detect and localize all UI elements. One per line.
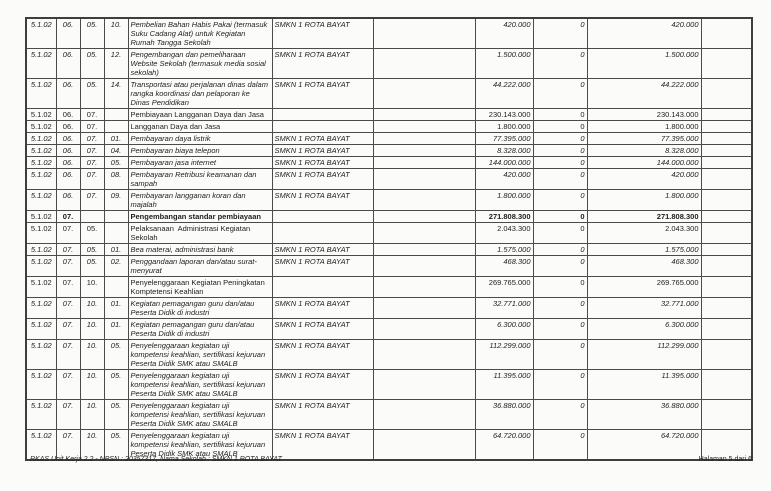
description-cell: Penyelenggaraan kegiatan uji kompetensi keahlian, sertifikasi kejuruan Peserta Didik SMK atau SMALB — [128, 430, 272, 461]
level2-code-cell: 05. — [80, 244, 104, 256]
account-code-cell: 5.1.02 — [26, 49, 56, 79]
spacer-cell — [701, 133, 752, 145]
level1-code-cell: 06. — [56, 133, 80, 145]
school-name-cell: SMKN 1 ROTA BAYAT — [272, 340, 373, 370]
amount-col1-cell: 2.043.300 — [475, 223, 533, 244]
spacer-cell — [701, 79, 752, 109]
level1-code-cell: 06. — [56, 49, 80, 79]
level3-code-cell — [104, 223, 128, 244]
amount-col1-cell: 271.808.300 — [475, 211, 533, 223]
spacer-cell — [701, 256, 752, 277]
amount-col2-cell: 0 — [533, 109, 587, 121]
amount-col3-cell: 1.500.000 — [587, 49, 701, 79]
level2-code-cell: 05. — [80, 49, 104, 79]
school-name-cell: SMKN 1 ROTA BAYAT — [272, 18, 373, 49]
account-code-cell: 5.1.02 — [26, 400, 56, 430]
spacer-cell — [701, 211, 752, 223]
level2-code-cell: 10. — [80, 319, 104, 340]
school-name-cell: SMKN 1 ROTA BAYAT — [272, 244, 373, 256]
spacer-cell — [701, 49, 752, 79]
description-cell: Pembayaran daya listrik — [128, 133, 272, 145]
level2-code-cell — [80, 211, 104, 223]
spacer-cell — [373, 400, 475, 430]
amount-col1-cell: 6.300.000 — [475, 319, 533, 340]
footer-document-info: RKAS Unit Kerja 2.2 - NPSN : 20357317, Nama Sekolah : SMKN 1 ROTA BAYAT — [30, 456, 282, 463]
table-row — [26, 400, 752, 430]
spacer-cell — [373, 244, 475, 256]
account-code-cell: 5.1.02 — [26, 190, 56, 211]
table-row — [26, 256, 752, 277]
level3-code-cell: 01. — [104, 133, 128, 145]
amount-col2-cell: 0 — [533, 256, 587, 277]
level1-code-cell: 07. — [56, 430, 80, 461]
level2-code-cell: 07. — [80, 169, 104, 190]
amount-col1-cell: 1.500.000 — [475, 49, 533, 79]
level1-code-cell: 07. — [56, 277, 80, 298]
amount-col3-cell: 269.765.000 — [587, 277, 701, 298]
school-name-cell: SMKN 1 ROTA BAYAT — [272, 157, 373, 169]
amount-col3-cell: 77.395.000 — [587, 133, 701, 145]
amount-col1-cell: 44.222.000 — [475, 79, 533, 109]
amount-col3-cell: 1.800.000 — [587, 121, 701, 133]
school-name-cell: SMKN 1 ROTA BAYAT — [272, 430, 373, 461]
level1-code-cell: 06. — [56, 190, 80, 211]
amount-col3-cell: 420.000 — [587, 169, 701, 190]
account-code-cell: 5.1.02 — [26, 18, 56, 49]
account-code-cell: 5.1.02 — [26, 277, 56, 298]
school-name-cell: SMKN 1 ROTA BAYAT — [272, 370, 373, 400]
spacer-cell — [701, 121, 752, 133]
level1-code-cell: 06. — [56, 79, 80, 109]
amount-col2-cell: 0 — [533, 430, 587, 461]
account-code-cell: 5.1.02 — [26, 121, 56, 133]
description-cell: Pembayaran jasa internet — [128, 157, 272, 169]
spacer-cell — [701, 319, 752, 340]
account-code-cell: 5.1.02 — [26, 157, 56, 169]
level1-code-cell: 07. — [56, 223, 80, 244]
account-code-cell: 5.1.02 — [26, 211, 56, 223]
amount-col2-cell: 0 — [533, 133, 587, 145]
spacer-cell — [373, 370, 475, 400]
level2-code-cell: 10. — [80, 277, 104, 298]
description-cell: Kegiatan pemagangan guru dan/atau Peserta Didik di industri — [128, 319, 272, 340]
level2-code-cell: 07. — [80, 133, 104, 145]
spacer-cell — [701, 169, 752, 190]
table-row — [26, 79, 752, 109]
description-cell: Bea materai, administrasi bank — [128, 244, 272, 256]
amount-col3-cell: 230.143.000 — [587, 109, 701, 121]
level2-code-cell: 07. — [80, 109, 104, 121]
spacer-cell — [373, 133, 475, 145]
amount-col1-cell: 468.300 — [475, 256, 533, 277]
level3-code-cell: 01. — [104, 298, 128, 319]
description-cell: Pengembangan dan pemeliharaan Website Sekolah (termasuk media sosial sekolah) — [128, 49, 272, 79]
school-name-cell — [272, 109, 373, 121]
table-row — [26, 244, 752, 256]
description-cell: Pembayaran Retribusi keamanan dan sampah — [128, 169, 272, 190]
account-code-cell: 5.1.02 — [26, 319, 56, 340]
amount-col1-cell: 64.720.000 — [475, 430, 533, 461]
school-name-cell: SMKN 1 ROTA BAYAT — [272, 169, 373, 190]
spacer-cell — [701, 18, 752, 49]
level2-code-cell: 07. — [80, 190, 104, 211]
amount-col2-cell: 0 — [533, 49, 587, 79]
amount-col3-cell: 44.222.000 — [587, 79, 701, 109]
level1-code-cell: 07. — [56, 256, 80, 277]
amount-col2-cell: 0 — [533, 145, 587, 157]
table-row — [26, 370, 752, 400]
amount-col1-cell: 1.575.000 — [475, 244, 533, 256]
school-name-cell: SMKN 1 ROTA BAYAT — [272, 145, 373, 157]
amount-col3-cell: 1.575.000 — [587, 244, 701, 256]
amount-col1-cell: 11.395.000 — [475, 370, 533, 400]
level1-code-cell: 06. — [56, 121, 80, 133]
amount-col3-cell: 468.300 — [587, 256, 701, 277]
table-row — [26, 133, 752, 145]
spacer-cell — [701, 190, 752, 211]
school-name-cell: SMKN 1 ROTA BAYAT — [272, 49, 373, 79]
budget-table — [25, 17, 753, 461]
spacer-cell — [373, 121, 475, 133]
level2-code-cell: 10. — [80, 430, 104, 461]
amount-col2-cell: 0 — [533, 244, 587, 256]
spacer-cell — [373, 49, 475, 79]
account-code-cell: 5.1.02 — [26, 109, 56, 121]
table-row — [26, 190, 752, 211]
amount-col3-cell: 2.043.300 — [587, 223, 701, 244]
description-cell: Langganan Daya dan Jasa — [128, 121, 272, 133]
account-code-cell: 5.1.02 — [26, 79, 56, 109]
amount-col3-cell: 1.800.000 — [587, 190, 701, 211]
amount-col1-cell: 230.143.000 — [475, 109, 533, 121]
table-row — [26, 121, 752, 133]
level1-code-cell: 06. — [56, 109, 80, 121]
amount-col1-cell: 269.765.000 — [475, 277, 533, 298]
account-code-cell: 5.1.02 — [26, 298, 56, 319]
level1-code-cell: 07. — [56, 319, 80, 340]
level2-code-cell: 07. — [80, 145, 104, 157]
school-name-cell — [272, 277, 373, 298]
level3-code-cell — [104, 121, 128, 133]
school-name-cell — [272, 121, 373, 133]
table-row — [26, 277, 752, 298]
spacer-cell — [373, 340, 475, 370]
spacer-cell — [373, 256, 475, 277]
amount-col2-cell: 0 — [533, 211, 587, 223]
amount-col1-cell: 77.395.000 — [475, 133, 533, 145]
spacer-cell — [373, 79, 475, 109]
school-name-cell: SMKN 1 ROTA BAYAT — [272, 400, 373, 430]
level3-code-cell: 05. — [104, 370, 128, 400]
level3-code-cell: 14. — [104, 79, 128, 109]
level1-code-cell: 07. — [56, 244, 80, 256]
spacer-cell — [701, 298, 752, 319]
level3-code-cell: 09. — [104, 190, 128, 211]
description-cell: Pelaksanaan Administrasi Kegiatan Sekolah — [128, 223, 272, 244]
level3-code-cell: 05. — [104, 340, 128, 370]
school-name-cell: SMKN 1 ROTA BAYAT — [272, 256, 373, 277]
level3-code-cell: 10. — [104, 18, 128, 49]
spacer-cell — [373, 223, 475, 244]
amount-col3-cell: 36.880.000 — [587, 400, 701, 430]
amount-col2-cell: 0 — [533, 400, 587, 430]
description-cell: Pembelian Bahan Habis Pakai (termasuk Suku Cadang Alat) untuk Kegiatan Rumah Tangga Sekolah — [128, 18, 272, 49]
amount-col1-cell: 420.000 — [475, 18, 533, 49]
level1-code-cell: 07. — [56, 370, 80, 400]
level1-code-cell: 07. — [56, 400, 80, 430]
level3-code-cell — [104, 109, 128, 121]
spacer-cell — [373, 277, 475, 298]
school-name-cell: SMKN 1 ROTA BAYAT — [272, 298, 373, 319]
account-code-cell: 5.1.02 — [26, 256, 56, 277]
level3-code-cell: 01. — [104, 244, 128, 256]
amount-col1-cell: 144.000.000 — [475, 157, 533, 169]
spacer-cell — [701, 109, 752, 121]
level3-code-cell: 02. — [104, 256, 128, 277]
level3-code-cell — [104, 277, 128, 298]
table-row — [26, 157, 752, 169]
level2-code-cell: 10. — [80, 400, 104, 430]
account-code-cell: 5.1.02 — [26, 169, 56, 190]
level1-code-cell: 06. — [56, 18, 80, 49]
amount-col3-cell: 271.808.300 — [587, 211, 701, 223]
amount-col2-cell: 0 — [533, 190, 587, 211]
spacer-cell — [701, 157, 752, 169]
account-code-cell: 5.1.02 — [26, 430, 56, 461]
level1-code-cell: 06. — [56, 157, 80, 169]
account-code-cell: 5.1.02 — [26, 244, 56, 256]
description-cell: Pembayaran langganan koran dan majalah — [128, 190, 272, 211]
table-row — [26, 211, 752, 223]
amount-col3-cell: 144.000.000 — [587, 157, 701, 169]
amount-col2-cell: 0 — [533, 18, 587, 49]
spacer-cell — [373, 145, 475, 157]
spacer-cell — [373, 157, 475, 169]
school-name-cell — [272, 223, 373, 244]
level3-code-cell: 01. — [104, 319, 128, 340]
table-row — [26, 145, 752, 157]
amount-col1-cell: 36.880.000 — [475, 400, 533, 430]
level2-code-cell: 10. — [80, 370, 104, 400]
description-cell: Transportasi atau perjalanan dinas dalam rangka koordinasi dan pelaporan ke Dinas Pendidikan — [128, 79, 272, 109]
amount-col1-cell: 112.299.000 — [475, 340, 533, 370]
description-cell: Kegiatan pemagangan guru dan/atau Peserta Didik di industri — [128, 298, 272, 319]
amount-col3-cell: 112.299.000 — [587, 340, 701, 370]
level2-code-cell: 10. — [80, 298, 104, 319]
amount-col3-cell: 6.300.000 — [587, 319, 701, 340]
level3-code-cell: 05. — [104, 400, 128, 430]
amount-col2-cell: 0 — [533, 157, 587, 169]
spacer-cell — [373, 430, 475, 461]
account-code-cell: 5.1.02 — [26, 133, 56, 145]
spacer-cell — [373, 298, 475, 319]
level2-code-cell: 07. — [80, 121, 104, 133]
level3-code-cell: 05. — [104, 430, 128, 461]
level2-code-cell: 05. — [80, 256, 104, 277]
spacer-cell — [701, 244, 752, 256]
level2-code-cell: 07. — [80, 157, 104, 169]
spacer-cell — [373, 169, 475, 190]
amount-col2-cell: 0 — [533, 277, 587, 298]
level2-code-cell: 05. — [80, 223, 104, 244]
table-row — [26, 109, 752, 121]
level3-code-cell — [104, 211, 128, 223]
amount-col1-cell: 420.000 — [475, 169, 533, 190]
spacer-cell — [373, 319, 475, 340]
spacer-cell — [373, 211, 475, 223]
amount-col1-cell: 1.800.000 — [475, 190, 533, 211]
amount-col2-cell: 0 — [533, 370, 587, 400]
amount-col2-cell: 0 — [533, 79, 587, 109]
level1-code-cell: 07. — [56, 340, 80, 370]
spacer-cell — [701, 277, 752, 298]
level1-code-cell: 07. — [56, 298, 80, 319]
amount-col2-cell: 0 — [533, 169, 587, 190]
amount-col3-cell: 8.328.000 — [587, 145, 701, 157]
table-row — [26, 18, 752, 49]
amount-col3-cell: 420.000 — [587, 18, 701, 49]
amount-col2-cell: 0 — [533, 319, 587, 340]
level1-code-cell: 06. — [56, 169, 80, 190]
table-row — [26, 49, 752, 79]
spacer-cell — [701, 340, 752, 370]
amount-col1-cell: 8.328.000 — [475, 145, 533, 157]
description-cell: Penyelenggaraan Kegiatan Peningkatan Komptetensi Keahlian — [128, 277, 272, 298]
description-cell: Penyelenggaraan kegiatan uji kompetensi keahlian, sertifikasi kejuruan Peserta Didik SMK atau SMALB — [128, 400, 272, 430]
table-row — [26, 340, 752, 370]
level3-code-cell: 12. — [104, 49, 128, 79]
school-name-cell: SMKN 1 ROTA BAYAT — [272, 133, 373, 145]
table-row — [26, 223, 752, 244]
school-name-cell: SMKN 1 ROTA BAYAT — [272, 319, 373, 340]
amount-col2-cell: 0 — [533, 121, 587, 133]
amount-col3-cell: 32.771.000 — [587, 298, 701, 319]
account-code-cell: 5.1.02 — [26, 340, 56, 370]
spacer-cell — [701, 223, 752, 244]
description-cell: Pengembangan standar pembiayaan — [128, 211, 272, 223]
description-cell: Penyelenggaraan kegiatan uji kompetensi keahlian, sertifikasi kejuruan Peserta Didik SMK atau SMALB — [128, 340, 272, 370]
account-code-cell: 5.1.02 — [26, 370, 56, 400]
school-name-cell: SMKN 1 ROTA BAYAT — [272, 190, 373, 211]
spacer-cell — [373, 109, 475, 121]
table-row — [26, 298, 752, 319]
account-code-cell: 5.1.02 — [26, 223, 56, 244]
spacer-cell — [701, 145, 752, 157]
description-cell: Penyelenggaraan kegiatan uji kompetensi keahlian, sertifikasi kejuruan Peserta Didik SMK atau SMALB — [128, 370, 272, 400]
table-row — [26, 319, 752, 340]
level2-code-cell: 05. — [80, 18, 104, 49]
footer-page-number: Halaman 5 dari 6 — [698, 456, 752, 463]
school-name-cell: SMKN 1 ROTA BAYAT — [272, 79, 373, 109]
description-cell: Pembayaran biaya telepon — [128, 145, 272, 157]
school-name-cell — [272, 211, 373, 223]
account-code-cell: 5.1.02 — [26, 145, 56, 157]
amount-col2-cell: 0 — [533, 298, 587, 319]
description-cell: Pembiayaan Langganan Daya dan Jasa — [128, 109, 272, 121]
table-row — [26, 169, 752, 190]
amount-col1-cell: 32.771.000 — [475, 298, 533, 319]
amount-col2-cell: 0 — [533, 340, 587, 370]
level2-code-cell: 05. — [80, 79, 104, 109]
level2-code-cell: 10. — [80, 340, 104, 370]
amount-col3-cell: 11.395.000 — [587, 370, 701, 400]
amount-col2-cell: 0 — [533, 223, 587, 244]
spacer-cell — [373, 18, 475, 49]
level3-code-cell: 05. — [104, 157, 128, 169]
spacer-cell — [701, 400, 752, 430]
level3-code-cell: 08. — [104, 169, 128, 190]
spacer-cell — [373, 190, 475, 211]
amount-col1-cell: 1.800.000 — [475, 121, 533, 133]
spacer-cell — [701, 370, 752, 400]
description-cell: Penggandaan laporan dan/atau surat-menyurat — [128, 256, 272, 277]
level3-code-cell: 04. — [104, 145, 128, 157]
amount-col3-cell: 64.720.000 — [587, 430, 701, 461]
level1-code-cell: 06. — [56, 145, 80, 157]
level1-code-cell: 07. — [56, 211, 80, 223]
